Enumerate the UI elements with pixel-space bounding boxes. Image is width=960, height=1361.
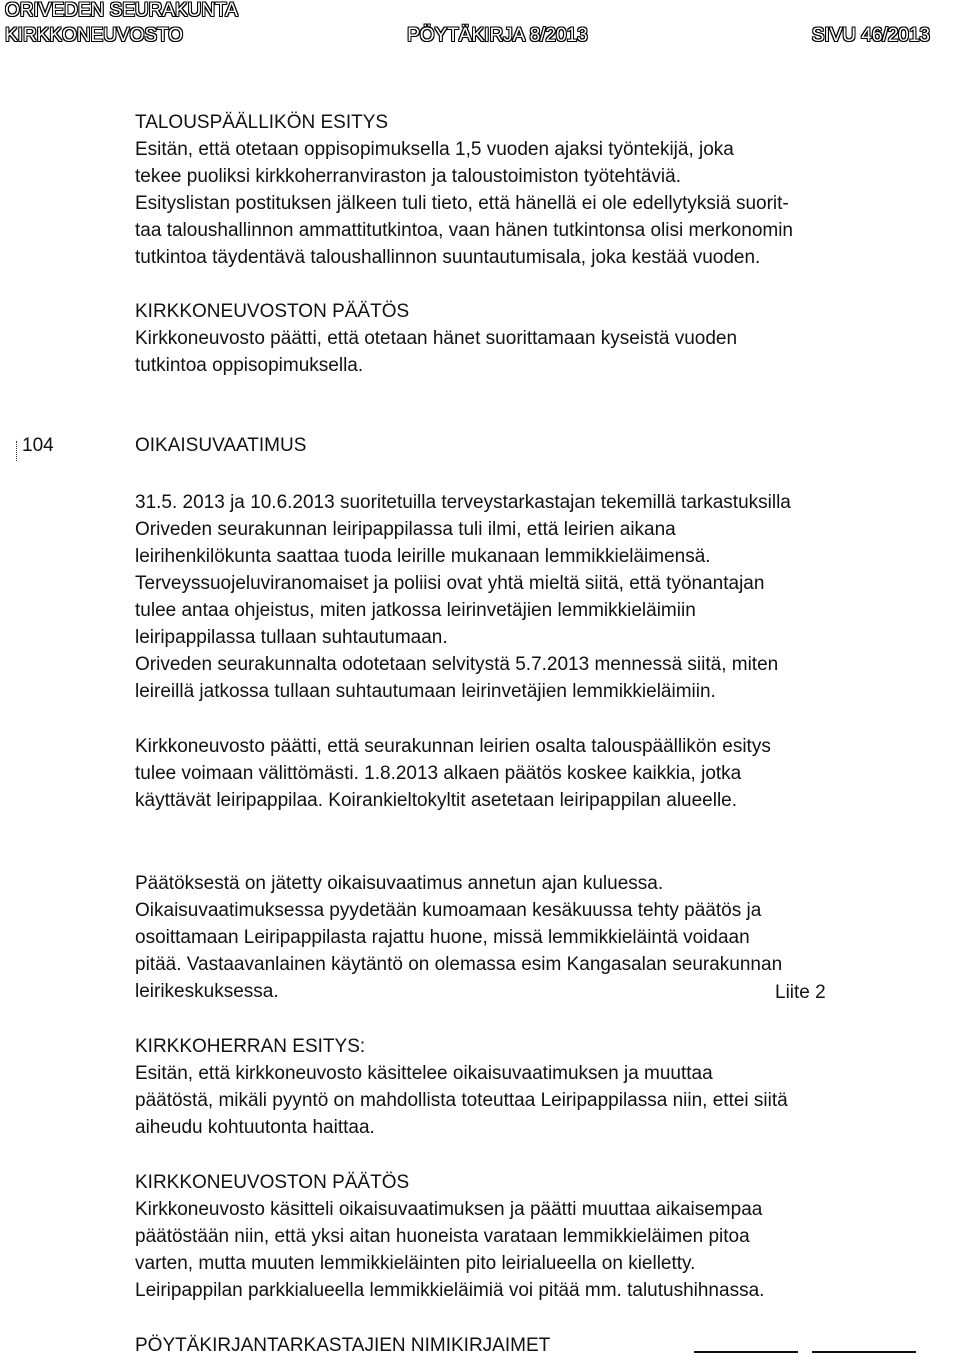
paatos2-line: tulee voimaan välittömästi. 1.8.2013 alkaen päätös koskee kaikkia, jotka — [135, 763, 742, 784]
paatos2-line: käyttävät leiripappilaa. Koirankieltokyltit asetetaan leiripappilan alueelle. — [135, 790, 738, 811]
oikaisu-line: Terveyssuojeluviranomaiset ja poliisi ovat yhtä mieltä siitä, että työnantajan — [135, 573, 765, 594]
oikaisu-line: leirihenkilökunta saattaa tuoda leirille mukanaan lemmikkieläimensä. — [135, 546, 711, 567]
vaatimus-line: leirikeskuksessa. — [135, 981, 279, 1002]
talous-line: tekee puoliksi kirkkoherranviraston ja taloustoimiston työtehtäviä. — [135, 166, 681, 187]
oikaisu-section — [135, 489, 791, 705]
vaatimus-line: Päätöksestä on jätetty oikaisuvaatimus annetun ajan kuluessa. — [135, 873, 664, 894]
oikaisu-line: Oriveden seurakunnan leiripappilassa tuli ilmi, että leirien aikana — [135, 519, 676, 540]
oikaisu-line: tulee antaa ohjeistus, miten jatkossa leirinvetäjien lemmikkieläimiin — [135, 600, 696, 621]
paatos3-line: päätöstään niin, että yksi aitan huoneista varataan lemmikkieläimen pitoa — [135, 1226, 750, 1247]
talous-section — [135, 109, 793, 271]
signatures-heading: PÖYTÄKIRJANTARKASTAJIEN NIMIKIRJAIMET — [135, 1335, 551, 1356]
attachment-reference: Liite 2 — [775, 982, 826, 1003]
signatures-section — [135, 1332, 550, 1359]
kirkkoherra-line: aiheudu kohtuutonta haittaa. — [135, 1117, 375, 1138]
signature-line — [812, 1351, 916, 1353]
paatos3-section — [135, 1169, 764, 1304]
paatos3-line: Kirkkoneuvosto käsitteli oikaisuvaatimuksen ja päätti muuttaa aikaisempaa — [135, 1199, 763, 1220]
vaatimus-section — [135, 870, 782, 1005]
paatos3-line: Leiripappilan parkkialueella lemmikkieläimiä voi pitää mm. talutushihnassa. — [135, 1280, 765, 1301]
oikaisu-line: leiripappilassa tullaan suhtautumaan. — [135, 627, 448, 648]
vaatimus-line: pitää. Vastaavanlainen käytäntö on olemassa esim Kangasalan seurakunnan — [135, 954, 783, 975]
oikaisu-line: leireillä jatkossa tullaan suhtautumaan leirinvetäjien lemmikkieläimiin. — [135, 681, 716, 702]
talous-heading: TALOUSPÄÄLLIKÖN ESITYS — [135, 112, 389, 133]
kirkkoherra-line: Esitän, että kirkkoneuvosto käsittelee oikaisuvaatimuksen ja muuttaa — [135, 1063, 713, 1084]
talous-line: Esitän, että otetaan oppisopimuksella 1,5 vuoden ajaksi työntekijä, joka — [135, 139, 734, 160]
page-header — [0, 0, 960, 50]
paatos2-line: Kirkkoneuvosto päätti, että seurakunnan leirien osalta talouspäällikön esitys — [135, 736, 771, 757]
header-organization: ORIVEDEN SEURAKUNTA — [5, 0, 238, 21]
header-body: KIRKKONEUVOSTO — [5, 25, 184, 46]
header-document: PÖYTÄKIRJA 8/2013 — [407, 25, 588, 46]
oikaisu-line: Oriveden seurakunnalta odotetaan selvitystä 5.7.2013 mennessä siitä, miten — [135, 654, 779, 675]
kirkkoherra-line: päätöstä, mikäli pyyntö on mahdollista toteuttaa Leiripappilassa niin, ettei siitä — [135, 1090, 788, 1111]
oikaisu-line: 31.5. 2013 ja 10.6.2013 suoritetuilla terveystarkastajan tekemillä tarkastuksilla — [135, 492, 791, 513]
vaatimus-line: Oikaisuvaatimuksessa pyydetään kumoamaan kesäkuussa tehty päätös ja — [135, 900, 762, 921]
paatos3-line: varten, mutta muuten lemmikkieläinten pito leirialueella on kielletty. — [135, 1253, 696, 1274]
vaatimus-line: osoittamaan Leiripappilasta rajattu huone, missä lemmikkieläintä voidaan — [135, 927, 750, 948]
paatos3-heading: KIRKKONEUVOSTON PÄÄTÖS — [135, 1172, 410, 1193]
paatos1-line: Kirkkoneuvosto päätti, että otetaan hänet suorittamaan kyseistä vuoden — [135, 328, 738, 349]
paatos1-line: tutkintoa oppisopimuksella. — [135, 355, 364, 376]
paatos1-heading: KIRKKONEUVOSTON PÄÄTÖS — [135, 301, 410, 322]
paatos1-section — [135, 298, 737, 379]
talous-line: tutkintoa täydentävä taloushallinnon suuntautumisala, joka kestää vuoden. — [135, 247, 761, 268]
header-row — [5, 25, 930, 47]
section-marker — [16, 441, 19, 461]
talous-line: Esityslistan postituksen jälkeen tuli tieto, että hänellä ei ole edellytyksiä suorit- — [135, 193, 789, 214]
talous-line: taa taloushallinnon ammattitutkintoa, vaan hänen tutkintonsa olisi merkonomin — [135, 220, 793, 241]
header-page-number: SIVU 46/2013 — [811, 25, 930, 46]
kirkkoherra-heading: KIRKKOHERRAN ESITYS: — [135, 1036, 366, 1057]
signature-line — [694, 1351, 798, 1353]
section-number: 104 — [22, 435, 54, 456]
paatos2-section — [135, 733, 771, 814]
section-title: OIKAISUVAATIMUS — [135, 435, 307, 456]
kirkkoherra-section — [135, 1033, 788, 1141]
